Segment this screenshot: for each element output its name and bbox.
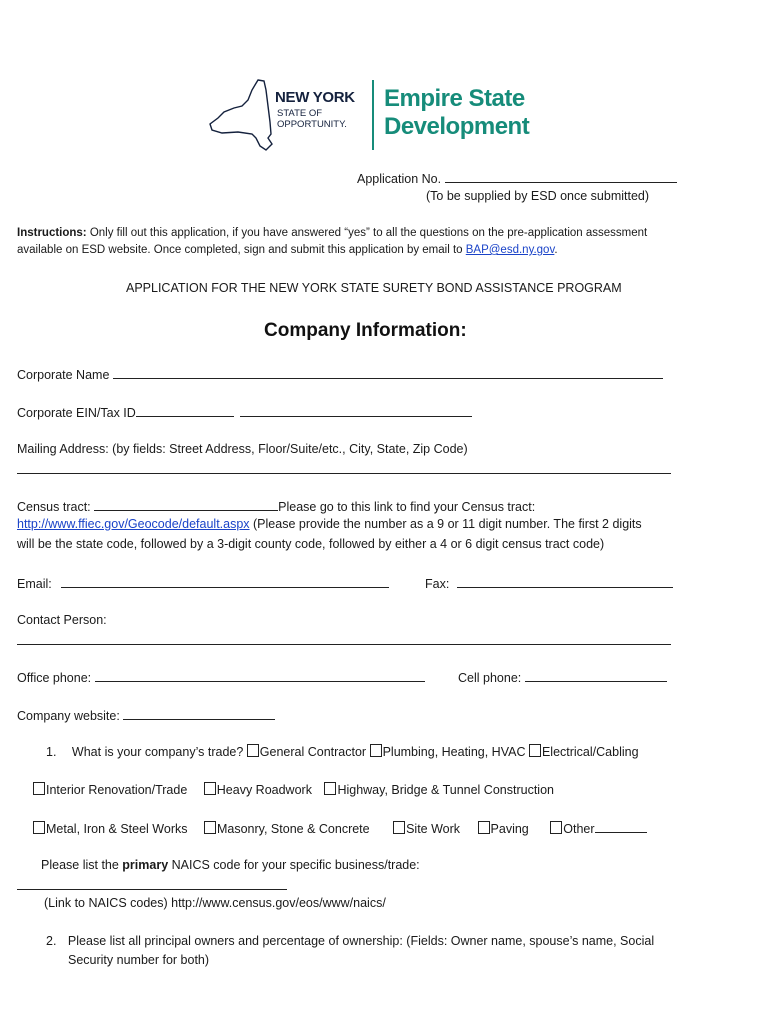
census-tract-label: Census tract: — [17, 500, 95, 514]
mailing-address-field[interactable] — [17, 473, 671, 474]
office-phone-field[interactable] — [95, 669, 425, 682]
instructions-email-link[interactable]: BAP@esd.ny.gov — [465, 244, 555, 256]
question-1-row — [46, 744, 639, 759]
section-title: Company Information: — [264, 320, 467, 341]
trade-option-interior-renovation[interactable]: Interior Renovation/Trade — [33, 783, 187, 797]
program-title: APPLICATION FOR THE NEW YORK STATE SURETY BOND ASSISTANCE PROGRAM — [126, 281, 622, 295]
corporate-ein-field-1[interactable] — [136, 404, 234, 417]
corporate-name-field[interactable] — [113, 366, 663, 379]
trade-option-electrical[interactable]: Electrical/Cabling — [529, 745, 639, 759]
census-tract-help-line-2: http://www.ffiec.gov/Geocode/default.aspx (Please provide the number as a 9 or 11 digit number. The first 2 digits — [17, 517, 642, 531]
trade-option-metal-iron-steel[interactable]: Metal, Iron & Steel Works — [33, 822, 188, 836]
census-tract-field[interactable] — [94, 498, 278, 511]
logo-ny-subtitle: STATE OF OPPORTUNITY. — [277, 108, 347, 130]
question-2-text-line-2: Security number for both) — [68, 953, 210, 967]
contact-person-field[interactable] — [17, 644, 671, 645]
application-number-row — [357, 170, 677, 186]
question-2-number: 2. — [46, 934, 57, 948]
trade-option-highway-bridge-tunnel[interactable]: Highway, Bridge & Tunnel Construction — [324, 783, 554, 797]
corporate-name-row — [17, 366, 663, 382]
trade-option-site-work[interactable]: Site Work — [393, 822, 460, 836]
instructions-label: Instructions: — [17, 227, 87, 239]
cell-phone-row — [458, 669, 667, 685]
census-tract-help-line-3: will be the state code, followed by a 3-digit county code, followed by either a 4 or 6 digit census tract code) — [17, 537, 605, 551]
trade-option-plumbing[interactable]: Plumbing, Heating, HVAC — [370, 745, 526, 759]
application-number-note: (To be supplied by ESD once submitted) — [426, 189, 650, 203]
logo-ny-title: NEW YORK — [275, 89, 355, 106]
question-2-text: Please list all principal owners and percentage of ownership: (Fields: Owner name, spouse’s name, Social — [67, 934, 655, 948]
fax-row — [425, 575, 673, 591]
question-1-number: 1. — [46, 745, 57, 759]
new-york-logo — [208, 78, 368, 156]
esd-logo-line2: Development — [384, 113, 530, 140]
checkbox-icon[interactable] — [529, 744, 541, 757]
trade-option-paving[interactable]: Paving — [478, 822, 529, 836]
trade-options-row-2 — [33, 782, 554, 797]
trade-options-row-3 — [33, 820, 647, 836]
trade-option-general-contractor[interactable]: General Contractor — [247, 745, 366, 759]
application-number-field[interactable] — [445, 170, 677, 183]
trade-option-heavy-roadwork[interactable]: Heavy Roadwork — [204, 783, 312, 797]
corporate-ein-label: Corporate EIN/Tax ID — [17, 406, 136, 420]
contact-person-label: Contact Person: — [17, 613, 107, 627]
question-2-row — [46, 934, 654, 948]
company-website-row — [17, 707, 275, 723]
email-row — [17, 575, 389, 591]
esd-logo-line1: Empire State — [384, 85, 525, 112]
mailing-address-label: Mailing Address: (by fields: Street Address, Floor/Suite/etc., City, State, Zip Code) — [17, 442, 468, 456]
application-number-label: Application No. — [357, 172, 442, 186]
company-website-label: Company website: — [17, 709, 124, 723]
instructions-line-2: available on ESD website. Once completed, sign and submit this application by email to BAP@esd.ny.gov. — [17, 244, 558, 256]
email-field[interactable] — [61, 575, 389, 588]
cell-phone-field[interactable] — [525, 669, 667, 682]
new-york-state-map-icon — [208, 78, 274, 154]
email-label: Email: — [17, 577, 52, 591]
fax-label: Fax: — [425, 577, 450, 591]
census-geocode-link[interactable]: http://www.ffiec.gov/Geocode/default.aspx — [17, 517, 250, 531]
naics-prompt: Please list the primary NAICS code for your specific business/trade: — [41, 858, 420, 872]
naics-code-field[interactable] — [17, 889, 287, 890]
checkbox-icon[interactable] — [247, 744, 259, 757]
fax-field[interactable] — [457, 575, 673, 588]
esd-logo — [384, 85, 529, 141]
census-tract-help: Please go to this link to find your Census tract: — [278, 500, 536, 514]
trade-option-other[interactable]: Other — [550, 822, 594, 836]
checkbox-icon[interactable] — [550, 821, 562, 834]
corporate-ein-field-2[interactable] — [240, 404, 472, 417]
checkbox-icon[interactable] — [33, 821, 45, 834]
checkbox-icon[interactable] — [324, 782, 336, 795]
question-1-text: What is your company’s trade? — [71, 745, 244, 759]
instructions-line-1: Instructions: Only fill out this application, if you have answered “yes” to all the questions on the pre-application assessment — [17, 227, 648, 239]
checkbox-icon[interactable] — [370, 744, 382, 757]
checkbox-icon[interactable] — [204, 821, 216, 834]
checkbox-icon[interactable] — [393, 821, 405, 834]
office-phone-label: Office phone: — [17, 671, 95, 685]
naics-link[interactable]: (Link to NAICS codes) http://www.census.gov/eos/www/naics/ — [44, 896, 386, 910]
company-website-field[interactable] — [123, 707, 275, 720]
trade-option-masonry[interactable]: Masonry, Stone & Concrete — [204, 822, 370, 836]
census-tract-row — [17, 498, 535, 514]
logo-divider — [372, 80, 374, 150]
corporate-ein-row — [17, 404, 472, 420]
corporate-name-label: Corporate Name — [17, 368, 110, 382]
trade-other-field[interactable] — [595, 820, 647, 833]
office-phone-row — [17, 669, 425, 685]
checkbox-icon[interactable] — [478, 821, 490, 834]
checkbox-icon[interactable] — [204, 782, 216, 795]
checkbox-icon[interactable] — [33, 782, 45, 795]
cell-phone-label: Cell phone: — [458, 671, 525, 685]
